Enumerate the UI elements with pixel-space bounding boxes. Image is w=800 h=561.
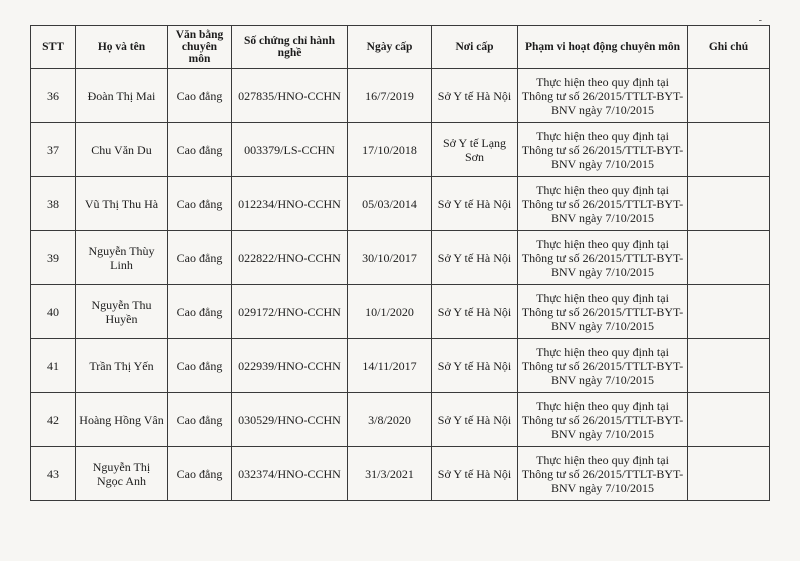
cell-note — [688, 447, 770, 501]
cell-scope: Thực hiện theo quy định tại Thông tư số 26/2015/TTLT-BYT-BNV ngày 7/10/2015 — [518, 231, 688, 285]
cell-stt: 40 — [31, 285, 76, 339]
cell-note — [688, 69, 770, 123]
header-cert-no: Số chứng chỉ hành nghề — [232, 26, 348, 69]
cell-name: Nguyễn Thùy Linh — [76, 231, 168, 285]
table-row — [31, 285, 770, 339]
table-row — [31, 339, 770, 393]
cell-issue-date: 16/7/2019 — [348, 69, 432, 123]
cell-issuer: Sở Y tế Lạng Sơn — [432, 123, 518, 177]
corner-mark: - — [758, 15, 762, 26]
cell-scope: Thực hiện theo quy định tại Thông tư số 26/2015/TTLT-BYT-BNV ngày 7/10/2015 — [518, 393, 688, 447]
cell-cert-no: 030529/HNO-CCHN — [232, 393, 348, 447]
cell-stt: 41 — [31, 339, 76, 393]
cell-name: Nguyễn Thị Ngọc Anh — [76, 447, 168, 501]
cell-note — [688, 177, 770, 231]
cell-scope: Thực hiện theo quy định tại Thông tư số 26/2015/TTLT-BYT-BNV ngày 7/10/2015 — [518, 69, 688, 123]
cell-stt: 43 — [31, 447, 76, 501]
cell-stt: 37 — [31, 123, 76, 177]
cell-scope: Thực hiện theo quy định tại Thông tư số 26/2015/TTLT-BYT-BNV ngày 7/10/2015 — [518, 177, 688, 231]
cell-note — [688, 231, 770, 285]
header-scope: Phạm vi hoạt động chuyên môn — [518, 26, 688, 69]
cell-issue-date: 17/10/2018 — [348, 123, 432, 177]
cell-cert-no: 029172/HNO-CCHN — [232, 285, 348, 339]
table-row — [31, 447, 770, 501]
cell-issue-date: 30/10/2017 — [348, 231, 432, 285]
cell-name: Vũ Thị Thu Hà — [76, 177, 168, 231]
table-row — [31, 69, 770, 123]
cell-name: Trần Thị Yến — [76, 339, 168, 393]
cell-name: Đoàn Thị Mai — [76, 69, 168, 123]
cell-degree: Cao đẳng — [168, 69, 232, 123]
cell-cert-no: 012234/HNO-CCHN — [232, 177, 348, 231]
cell-issue-date: 3/8/2020 — [348, 393, 432, 447]
cell-stt: 39 — [31, 231, 76, 285]
cell-issuer: Sở Y tế Hà Nội — [432, 69, 518, 123]
header-issuer: Nơi cấp — [432, 26, 518, 69]
cell-degree: Cao đẳng — [168, 231, 232, 285]
cell-issuer: Sở Y tế Hà Nội — [432, 231, 518, 285]
header-degree: Văn bằng chuyên môn — [168, 26, 232, 69]
cell-degree: Cao đẳng — [168, 177, 232, 231]
cell-cert-no: 032374/HNO-CCHN — [232, 447, 348, 501]
cell-note — [688, 393, 770, 447]
cell-cert-no: 003379/LS-CCHN — [232, 123, 348, 177]
cell-issue-date: 14/11/2017 — [348, 339, 432, 393]
cell-issuer: Sở Y tế Hà Nội — [432, 447, 518, 501]
cell-name: Hoàng Hồng Vân — [76, 393, 168, 447]
header-stt: STT — [31, 26, 76, 69]
cell-issue-date: 10/1/2020 — [348, 285, 432, 339]
header-note: Ghi chú — [688, 26, 770, 69]
cell-scope: Thực hiện theo quy định tại Thông tư số 26/2015/TTLT-BYT-BNV ngày 7/10/2015 — [518, 339, 688, 393]
cell-scope: Thực hiện theo quy định tại Thông tư số 26/2015/TTLT-BYT-BNV ngày 7/10/2015 — [518, 285, 688, 339]
cell-cert-no: 022939/HNO-CCHN — [232, 339, 348, 393]
cell-cert-no: 022822/HNO-CCHN — [232, 231, 348, 285]
table-row — [31, 177, 770, 231]
header-name: Họ và tên — [76, 26, 168, 69]
practitioner-table — [30, 25, 770, 501]
cell-degree: Cao đẳng — [168, 447, 232, 501]
cell-stt: 36 — [31, 69, 76, 123]
table-row — [31, 123, 770, 177]
cell-issuer: Sở Y tế Hà Nội — [432, 285, 518, 339]
cell-name: Chu Văn Du — [76, 123, 168, 177]
cell-degree: Cao đẳng — [168, 339, 232, 393]
cell-stt: 42 — [31, 393, 76, 447]
cell-issuer: Sở Y tế Hà Nội — [432, 177, 518, 231]
table-row — [31, 231, 770, 285]
cell-stt: 38 — [31, 177, 76, 231]
cell-cert-no: 027835/HNO-CCHN — [232, 69, 348, 123]
cell-degree: Cao đẳng — [168, 123, 232, 177]
table-body — [31, 69, 770, 501]
cell-issue-date: 05/03/2014 — [348, 177, 432, 231]
cell-degree: Cao đẳng — [168, 285, 232, 339]
cell-issuer: Sở Y tế Hà Nội — [432, 393, 518, 447]
cell-scope: Thực hiện theo quy định tại Thông tư số 26/2015/TTLT-BYT-BNV ngày 7/10/2015 — [518, 447, 688, 501]
table-header-row — [31, 26, 770, 69]
cell-scope: Thực hiện theo quy định tại Thông tư số 26/2015/TTLT-BYT-BNV ngày 7/10/2015 — [518, 123, 688, 177]
cell-note — [688, 285, 770, 339]
cell-name: Nguyễn Thu Huyền — [76, 285, 168, 339]
cell-issuer: Sở Y tế Hà Nội — [432, 339, 518, 393]
cell-note — [688, 339, 770, 393]
cell-issue-date: 31/3/2021 — [348, 447, 432, 501]
cell-degree: Cao đẳng — [168, 393, 232, 447]
cell-note — [688, 123, 770, 177]
table-row — [31, 393, 770, 447]
header-issue-date: Ngày cấp — [348, 26, 432, 69]
